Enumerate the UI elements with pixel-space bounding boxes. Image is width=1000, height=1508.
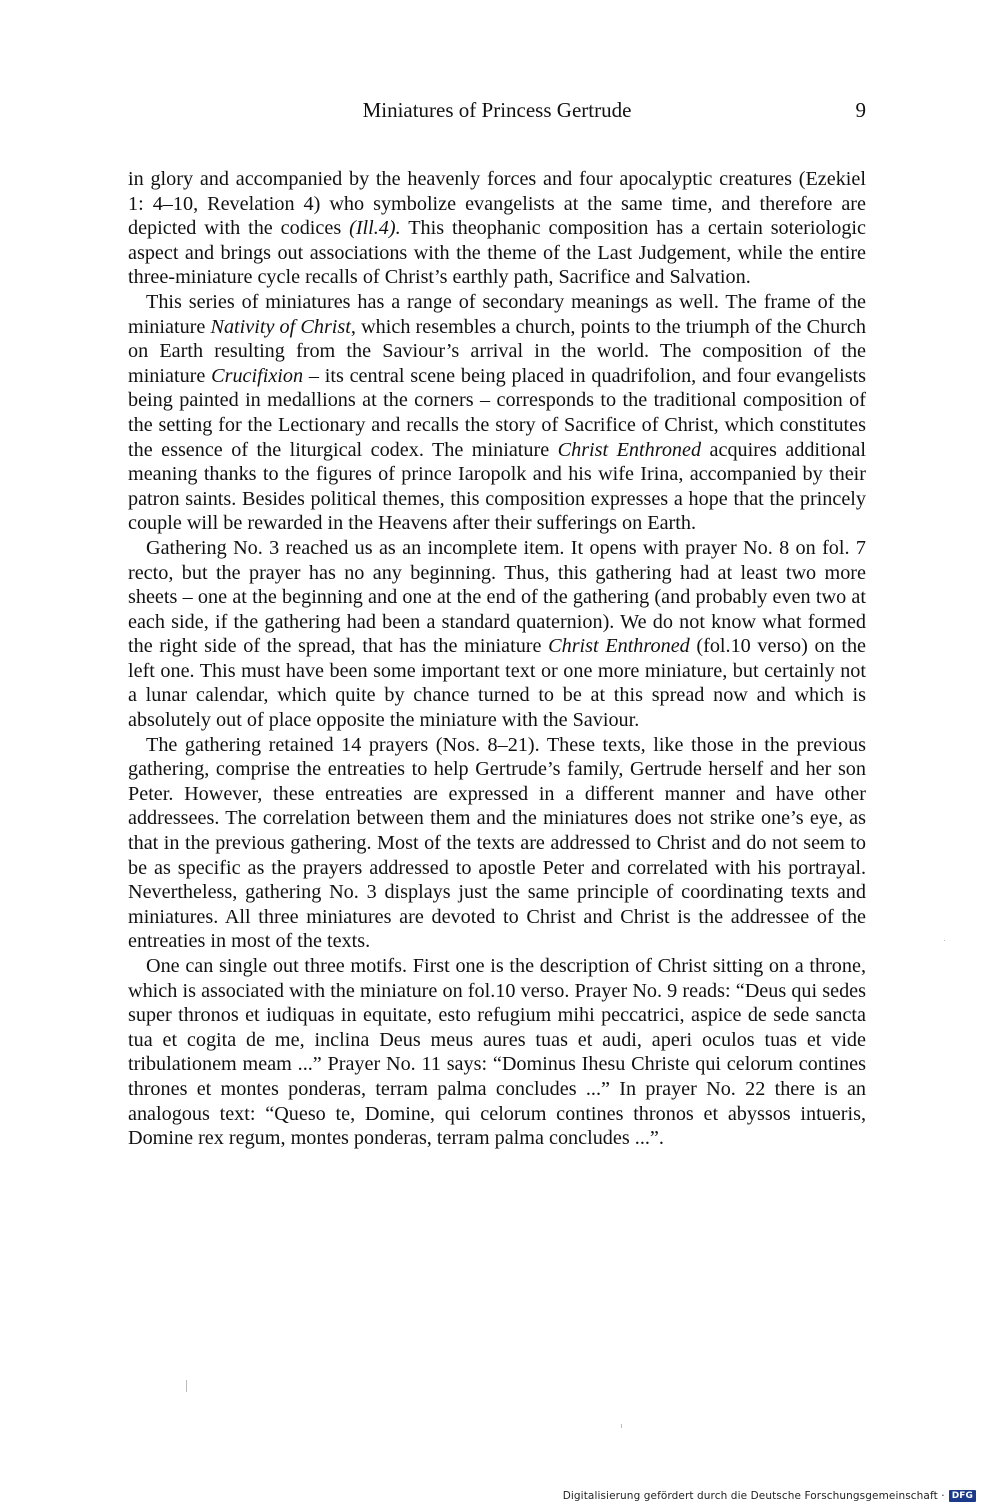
text-run: (fol.10 verso) on the left one. This must have been some important text or one more miniature, but certainly not a lunar calendar, which quite by chance turned to be at this spread now and which is absolutely out of place opposite the miniature with the Saviour. <box>128 635 866 732</box>
text-run: Gathering No. 3 reached us as an incomplete item. It opens with prayer No. 8 on fol. 7 recto, but the prayer has no any beginning. Thus, this gathering had at least two more sheets – one at the beginning and one at the end of the gathering (and probably even two at each side, if the gathering had been a standard quaternion). We do not know what formed the right side of the spread, that has the miniature <box>128 536 866 658</box>
italic-text: (Ill.4). <box>349 217 401 240</box>
text-run: This series of miniatures has a range of secondary meanings as well. The frame of the miniature <box>128 290 866 338</box>
paragraph <box>128 536 866 733</box>
text-run: This theophanic composition has a certain soteriologic aspect and brings out associations with the theme of the Last Judgement, while the entire three-miniature cycle recalls of Christ’s earthly path, Sacrifice and Salvation. <box>128 217 867 289</box>
text-run: , which resembles a church, points to the triumph of the Church on Earth resulting from the Saviour’s arrival in the world. The composition of the miniature <box>128 315 866 387</box>
dfg-logo: DFG <box>949 1490 976 1502</box>
running-head <box>128 98 866 128</box>
text-run: in glory and accompanied by the heavenly forces and four apocalyptic creatures (Ezekiel 1: 4–10, Revelation 4) who symbolize evangelists at the same time, and therefore are depicted with the codices <box>128 168 866 240</box>
scan-speck <box>944 940 945 941</box>
italic-text: Christ Enthroned <box>557 438 702 461</box>
text-run: One can single out three motifs. First one is the description of Christ sitting on a throne, which is associated with the miniature on fol.10 verso. Prayer No. 9 reads: “Deus qui sedes super thronos et iudiquas in equitate, esto refugium mihi peccatrici, aspice de sede sancta tua et cogita de me, inclina Deus meus aures tuas et audi, aperi oculos tuas et vide tribulationem meam ...” Prayer No. 11 says: “Dominus Ihesu Christe qui celorum contines thrones et montes ponderas, terram palma concludes ...” In prayer No. 22 there is an analogous text: “Queso te, Domine, qui celorum contines thronos et abyssos intueris, Domine rex regum, montes ponderas, terram palma concludes ...”. <box>128 955 866 1150</box>
italic-text: Christ Enthroned <box>548 635 690 658</box>
body-text <box>128 167 866 1151</box>
italic-text: Nativity of Christ <box>210 315 351 338</box>
paragraph <box>128 733 866 954</box>
page-number: 9 <box>855 98 866 122</box>
paragraph <box>128 954 866 1151</box>
scan-speck <box>186 1380 187 1392</box>
running-title: Miniatures of Princess Gertrude <box>362 98 632 122</box>
text-run: The gathering retained 14 prayers (Nos. 8–21). These texts, like those in the previous gathering, comprise the entreaties to help Gertrude’s family, Gertrude herself and her son Peter. However, these entreaties are expressed in a different manner and have other addressees. The correlation between them and the miniatures does not strike one’s eye, as that in the previous gathering. Most of the texts are addressed to Christ and do not seem to be as specific as the prayers addressed to apostle Peter and correlated with his portrayal. Nevertheless, gathering No. 3 displays just the same principle of coordinating texts and miniatures. All three miniatures are devoted to Christ and Christ is the addressee of the entreaties in most of the texts. <box>128 733 866 953</box>
text-run: – its central scene being placed in quadrifolion, and four evangelists being painted in medallions at the corners – corresponds to the traditional composition of the setting for the Lectionary and recalls the story of Sacrifice of Christ, which constitutes the essence of the liturgical codex. The miniature <box>128 364 867 461</box>
digitization-footer <box>563 1490 976 1502</box>
italic-text: Crucifixion <box>211 364 304 387</box>
scan-speck <box>621 1424 622 1428</box>
footer-text: Digitalisierung gefördert durch die Deutsche Forschungsgemeinschaft · <box>562 1490 945 1502</box>
paragraph <box>128 167 866 290</box>
text-run: acquires additional meaning thanks to the figures of prince Iaropolk and his wife Irina, accompanied by their patron saints. Besides political themes, this composition expresses a hope that the princely couple will be rewarded in the Heavens after their sufferings on Earth. <box>128 438 866 535</box>
paragraph <box>128 290 866 536</box>
